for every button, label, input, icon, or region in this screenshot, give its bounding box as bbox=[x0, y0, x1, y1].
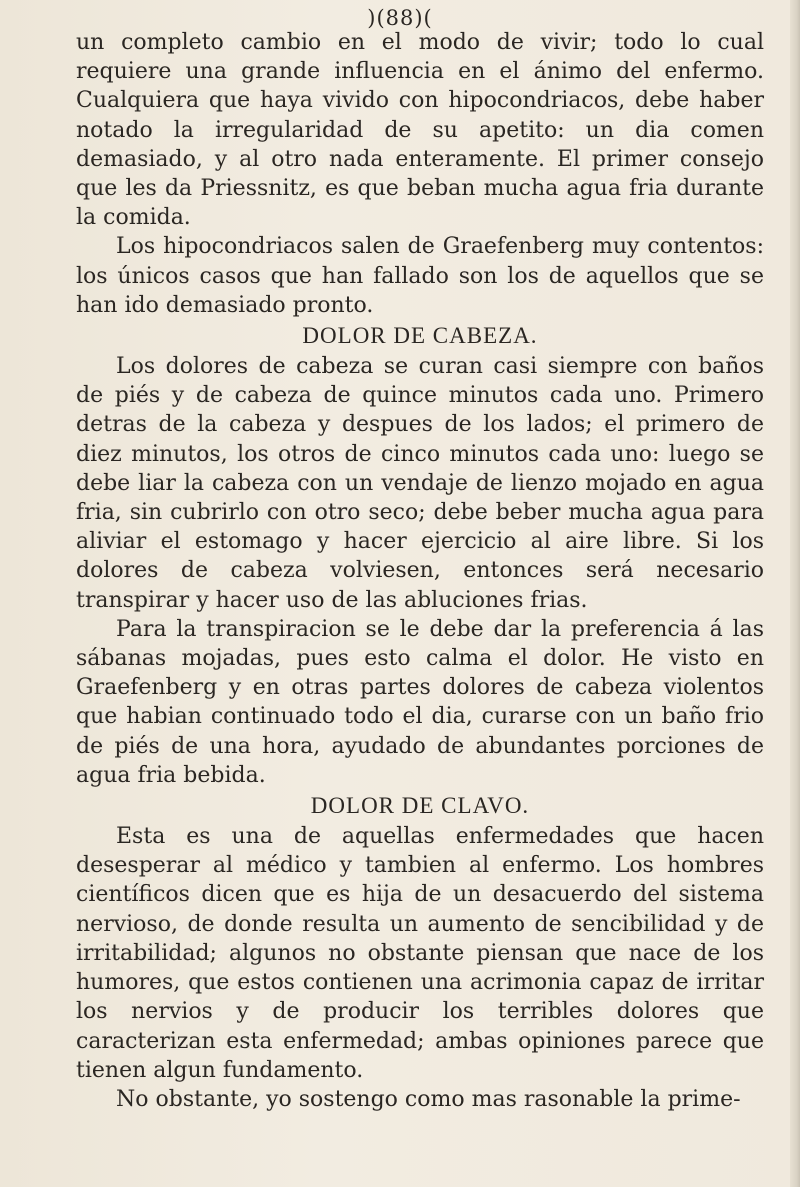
heading-dolor-de-clavo: DOLOR DE CLAVO. bbox=[310, 793, 530, 819]
page-edge bbox=[790, 0, 800, 1187]
paragraph-enfermedades: Esta es una de aquellas enfermedades que hacen desesperar al médico y tambien al enfermo. Los hombres científicos dicen que es hija de un desacuerdo del sistema nervioso, de donde resulta un aumento de sencibilidad y de irritabilidad; algunos no obstante piensan que nace de los humores, que estos contienen una acrimonia capaz de irritar los nervios y de producir los terribles dolores que caracterizan esta enfermedad; ambas opiniones parece que tienen algun fundamento. bbox=[76, 824, 764, 1083]
heading-dolor-de-cabeza: DOLOR DE CABEZA. bbox=[302, 323, 538, 349]
paragraph-hipocondriacos: Los hipocondriacos salen de Graefenberg muy contentos: los únicos casos que han fallado son los de aquellos que se han ido demasiado pronto. bbox=[76, 234, 764, 318]
page-body bbox=[76, 28, 764, 1114]
paragraph-dolores-cabeza: Los dolores de cabeza se curan casi siempre con baños de piés y de cabeza de quince minutos cada uno. Primero detras de la cabeza y despues de los lados; el primero de diez minutos, los otros de cinco minutos cada uno: luego se debe liar la cabeza con un vendaje de lienzo mojado en agua fria, sin cubrirlo con otro seco; debe beber mucha agua para aliviar el estomago y hacer ejercicio al aire libre. Si los dolores de cabeza volviesen, entonces será necesario transpirar y hacer uso de las abluciones frias. bbox=[76, 354, 764, 613]
paragraph-no-obstante: No obstante, yo sostengo como mas rasonable la prime- bbox=[116, 1086, 741, 1112]
paragraph-continuation: un completo cambio en el modo de vivir; todo lo cual requiere una grande influencia en el ánimo del enfermo. Cualquiera que haya vivido con hipocondriacos, debe haber notado la irregularidad de su apetito: un dia comen demasiado, y al otro nada enteramente. El primer consejo que les da Priessnitz, es que beban mucha agua fria durante la comida. bbox=[76, 30, 764, 231]
page-number: )(88)( bbox=[367, 6, 433, 30]
paragraph-transpiracion: Para la transpiracion se le debe dar la preferencia á las sábanas mojadas, pues esto calma el dolor. He visto en Graefenberg y en otras partes dolores de cabeza violentos que habian continuado todo el dia, curarse con un baño frio de piés de una hora, ayudado de abundantes porciones de agua fria bebida. bbox=[76, 616, 764, 788]
